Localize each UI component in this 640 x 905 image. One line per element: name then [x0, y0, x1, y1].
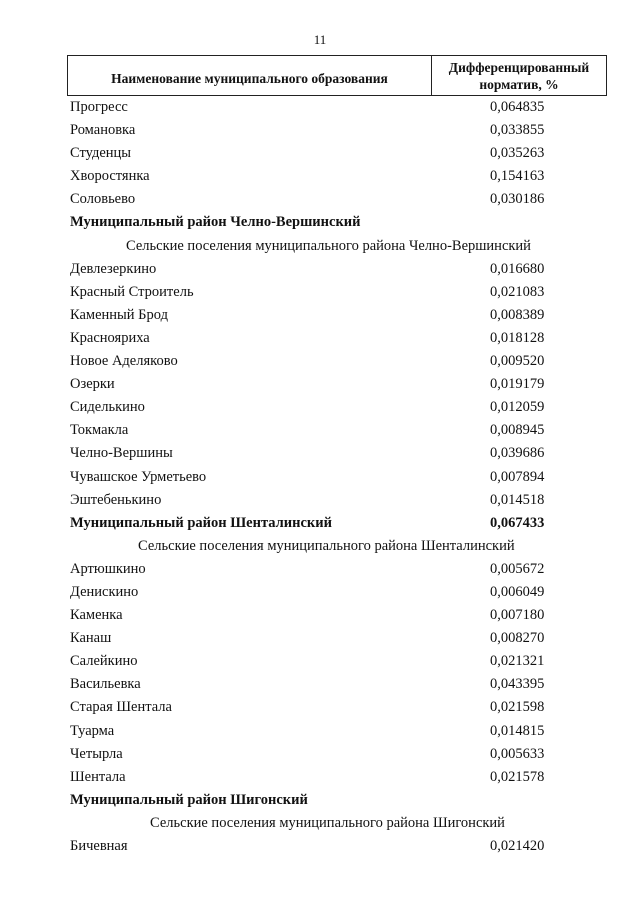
normative-value: 0,008945: [490, 422, 545, 439]
settlement-name: Новое Аделяково: [70, 353, 178, 370]
heading-text: Сельские поселения муниципального района Шенталинский: [138, 537, 515, 554]
section-subheading: [0, 812, 640, 835]
normative-value: 0,006049: [490, 583, 545, 600]
normative-value: 0,018128: [490, 329, 545, 346]
district-heading: [0, 512, 640, 535]
settlement-name: Девлезеркино: [70, 260, 157, 277]
heading-text: Муниципальный район Шенталинский: [70, 514, 332, 531]
table-row: [0, 835, 640, 858]
table-row: [0, 442, 640, 465]
normative-value: 0,008270: [490, 630, 545, 647]
table-row: [0, 766, 640, 789]
normative-value: 0,035263: [490, 145, 545, 162]
header-value-line2: норматив, %: [479, 76, 559, 92]
section-subheading: [0, 235, 640, 258]
normative-value: 0,008389: [490, 306, 545, 323]
header-name-column: Наименование муниципального образования: [68, 56, 432, 95]
table-row: [0, 627, 640, 650]
normative-value: 0,005672: [490, 560, 545, 577]
normative-value: 0,021598: [490, 699, 545, 716]
district-heading: [0, 211, 640, 234]
table-row: [0, 304, 640, 327]
table-row: [0, 673, 640, 696]
table-row: [0, 165, 640, 188]
normative-value: 0,039686: [490, 445, 545, 462]
normative-value: 0,067433: [490, 514, 545, 531]
settlement-name: Челно-Вершины: [70, 445, 173, 462]
settlement-name: Васильевка: [70, 676, 141, 693]
table-row: [0, 720, 640, 743]
settlement-name: Краснояриха: [70, 329, 150, 346]
table-row: [0, 258, 640, 281]
settlement-name: Старая Шентала: [70, 699, 172, 716]
settlement-name: Хворостянка: [70, 168, 150, 185]
normative-value: 0,043395: [490, 676, 545, 693]
normative-value: 0,021578: [490, 768, 545, 785]
normative-value: 0,064835: [490, 99, 545, 115]
settlement-name: Озерки: [70, 376, 115, 393]
table-row: [0, 188, 640, 211]
settlement-name: Артюшкино: [70, 560, 146, 577]
table-row: [0, 373, 640, 396]
normative-value: 0,012059: [490, 399, 545, 416]
normative-value: 0,030186: [490, 191, 545, 208]
settlement-name: Эштебенькино: [70, 491, 162, 508]
heading-text: Муниципальный район Шигонский: [70, 791, 308, 808]
normative-value: 0,021321: [490, 653, 545, 670]
table-row: [0, 581, 640, 604]
table-row: [0, 650, 640, 673]
settlement-name: Студенцы: [70, 145, 132, 162]
table-row: [0, 558, 640, 581]
settlement-name: Туарма: [70, 722, 115, 739]
heading-text: Сельские поселения муниципального района Челно-Вершинский: [126, 237, 531, 254]
table-row: [0, 396, 640, 419]
normative-value: 0,016680: [490, 260, 545, 277]
table-body: [0, 96, 640, 858]
settlement-name: Красный Строитель: [70, 283, 194, 300]
settlement-name: Денискино: [70, 583, 139, 600]
heading-text: Сельские поселения муниципального района Шигонский: [150, 814, 505, 831]
page-number: 11: [313, 32, 327, 47]
normative-value: 0,005633: [490, 745, 545, 762]
table-row: [0, 466, 640, 489]
settlement-name: Шентала: [70, 768, 126, 785]
table-row: [0, 119, 640, 142]
normative-value: 0,021420: [490, 838, 545, 854]
normative-value: 0,007894: [490, 468, 545, 485]
settlement-name: Каменный Брод: [70, 306, 168, 323]
settlement-name: Сиделькино: [70, 399, 145, 416]
table-row: [0, 696, 640, 719]
table-header: [67, 55, 607, 96]
normative-value: 0,014815: [490, 722, 545, 739]
normative-value: 0,154163: [490, 168, 545, 185]
settlement-name: Четырла: [70, 745, 123, 762]
normative-value: 0,021083: [490, 283, 545, 300]
header-value-line1: Дифференцированный: [448, 59, 590, 75]
normative-value: 0,014518: [490, 491, 545, 508]
table-row: [0, 350, 640, 373]
district-heading: [0, 789, 640, 812]
table-row: [0, 96, 640, 119]
settlement-name: Салейкино: [70, 653, 138, 670]
heading-text: Муниципальный район Челно-Вершинский: [70, 214, 361, 231]
normative-value: 0,019179: [490, 376, 545, 393]
normative-value: 0,009520: [490, 353, 545, 370]
settlement-name: Прогресс: [70, 99, 128, 115]
normative-value: 0,007180: [490, 607, 545, 624]
settlement-name: Каменка: [70, 607, 123, 624]
table-row: [0, 419, 640, 442]
settlement-name: Чувашское Урметьево: [70, 468, 207, 485]
header-value-column: [432, 56, 606, 95]
normative-value: 0,033855: [490, 122, 545, 139]
settlement-name: Соловьево: [70, 191, 136, 208]
table-row: [0, 142, 640, 165]
settlement-name: Романовка: [70, 122, 136, 139]
table-row: [0, 281, 640, 304]
table-row: [0, 743, 640, 766]
settlement-name: Канаш: [70, 630, 112, 647]
table-row: [0, 604, 640, 627]
section-subheading: [0, 535, 640, 558]
table-row: [0, 489, 640, 512]
table-row: [0, 327, 640, 350]
settlement-name: Токмакла: [70, 422, 129, 439]
settlement-name: Бичевная: [70, 838, 128, 854]
